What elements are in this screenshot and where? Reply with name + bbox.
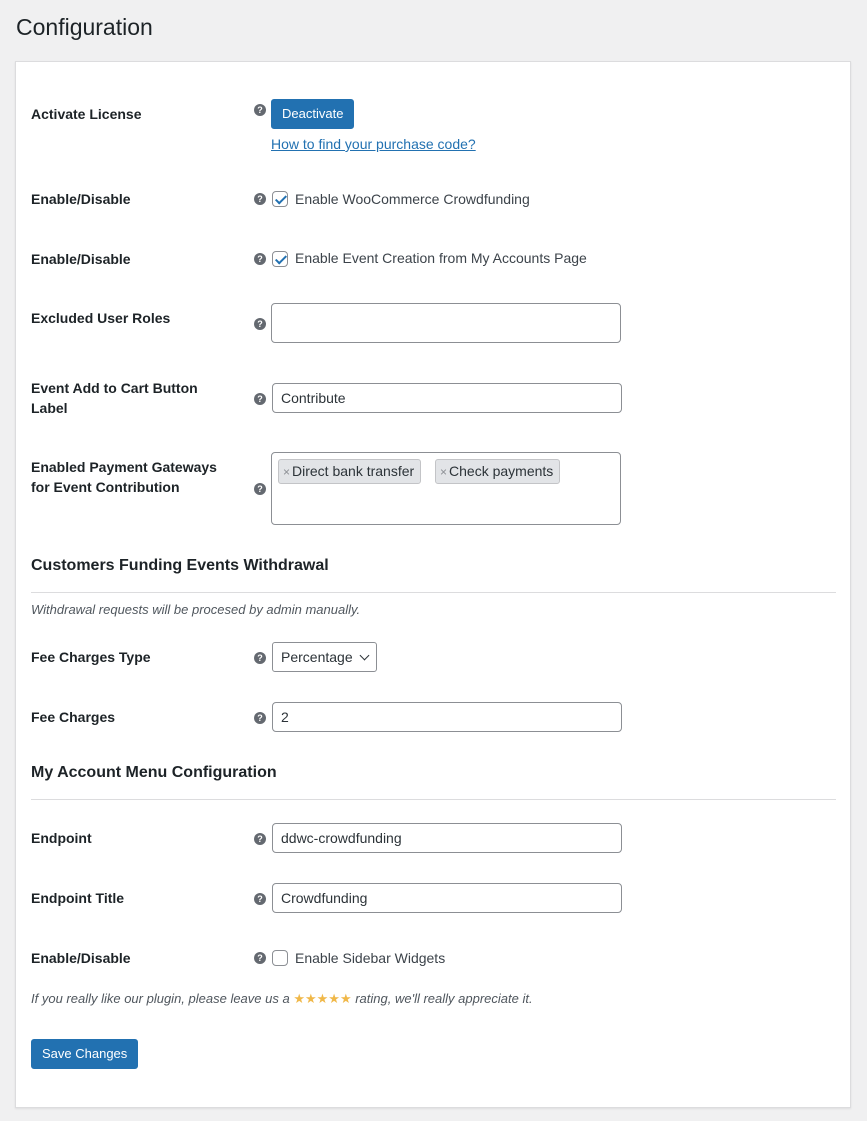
help-icon[interactable]: ? <box>254 483 266 495</box>
gateway-chip[interactable] <box>435 459 560 484</box>
my-account-section-title: My Account Menu Configuration <box>31 764 277 781</box>
payment-gateways-label <box>31 457 217 497</box>
excluded-user-roles-input[interactable] <box>271 303 621 343</box>
cart-button-label-line1: Event Add to Cart Button <box>31 380 198 396</box>
fee-charges-input[interactable]: 2 <box>272 702 622 732</box>
activate-license-label: Activate License <box>31 106 142 122</box>
payment-gateways-label-line1: Enabled Payment Gateways <box>31 459 217 475</box>
help-icon[interactable]: ? <box>254 104 266 116</box>
payment-gateways-label-line2: for Event Contribution <box>31 479 180 495</box>
help-icon[interactable]: ? <box>254 193 266 205</box>
help-icon[interactable]: ? <box>254 652 266 664</box>
section-divider <box>31 799 836 800</box>
enable-sidebar-checkbox[interactable] <box>272 950 288 966</box>
gateway-chip[interactable] <box>278 459 421 484</box>
enable-event-creation-label: Enable/Disable <box>31 251 131 267</box>
help-icon[interactable]: ? <box>254 833 266 845</box>
settings-panel <box>15 61 851 1108</box>
purchase-code-link[interactable]: How to find your purchase code? <box>271 136 476 152</box>
remove-chip-icon[interactable]: × <box>283 465 291 479</box>
cart-button-label-input[interactable]: Contribute <box>272 383 622 413</box>
rating-note <box>31 990 533 1008</box>
chevron-down-icon <box>359 651 369 661</box>
help-icon[interactable]: ? <box>254 952 266 964</box>
withdrawal-description: Withdrawal requests will be procesed by admin manually. <box>31 602 361 617</box>
fee-charges-label: Fee Charges <box>31 709 116 725</box>
enable-event-creation-checkbox[interactable] <box>272 251 288 267</box>
remove-chip-icon[interactable]: × <box>440 465 448 479</box>
deactivate-button[interactable]: Deactivate <box>271 99 354 129</box>
enable-crowdfunding-label: Enable/Disable <box>31 191 131 207</box>
fee-charges-type-value: Percentage <box>281 649 353 665</box>
gateway-chip-label: Check payments <box>449 463 554 479</box>
page-title: Configuration <box>16 14 153 40</box>
rating-note-after: rating, we'll really appreciate it. <box>351 991 533 1006</box>
help-icon[interactable]: ? <box>254 393 266 405</box>
section-divider <box>31 592 836 593</box>
help-icon[interactable]: ? <box>254 253 266 265</box>
fee-charges-type-select[interactable] <box>272 642 377 672</box>
payment-gateways-multiselect[interactable] <box>271 452 621 525</box>
endpoint-input[interactable]: ddwc-crowdfunding <box>272 823 622 853</box>
endpoint-label: Endpoint <box>31 830 92 846</box>
fee-charges-type-label: Fee Charges Type <box>31 649 151 665</box>
enable-sidebar-label: Enable/Disable <box>31 950 131 966</box>
help-icon[interactable]: ? <box>254 318 266 330</box>
enable-crowdfunding-checkbox[interactable] <box>272 191 288 207</box>
save-changes-button[interactable]: Save Changes <box>31 1039 138 1069</box>
enable-event-creation-checkbox-label[interactable]: Enable Event Creation from My Accounts Page <box>295 250 587 266</box>
enable-crowdfunding-checkbox-label[interactable]: Enable WooCommerce Crowdfunding <box>295 191 530 207</box>
gateway-chip-label: Direct bank transfer <box>292 463 415 479</box>
cart-button-label-label <box>31 378 198 418</box>
rating-note-before: If you really like our plugin, please leave us a <box>31 991 294 1006</box>
excluded-user-roles-label: Excluded User Roles <box>31 310 171 326</box>
help-icon[interactable]: ? <box>254 893 266 905</box>
cart-button-label-line2: Label <box>31 400 68 416</box>
enable-sidebar-checkbox-label[interactable]: Enable Sidebar Widgets <box>295 950 446 966</box>
star-rating-icon[interactable]: ★★★★★ <box>293 991 352 1006</box>
endpoint-title-label: Endpoint Title <box>31 890 125 906</box>
endpoint-title-input[interactable]: Crowdfunding <box>272 883 622 913</box>
withdrawal-section-title: Customers Funding Events Withdrawal <box>31 557 329 574</box>
help-icon[interactable]: ? <box>254 712 266 724</box>
